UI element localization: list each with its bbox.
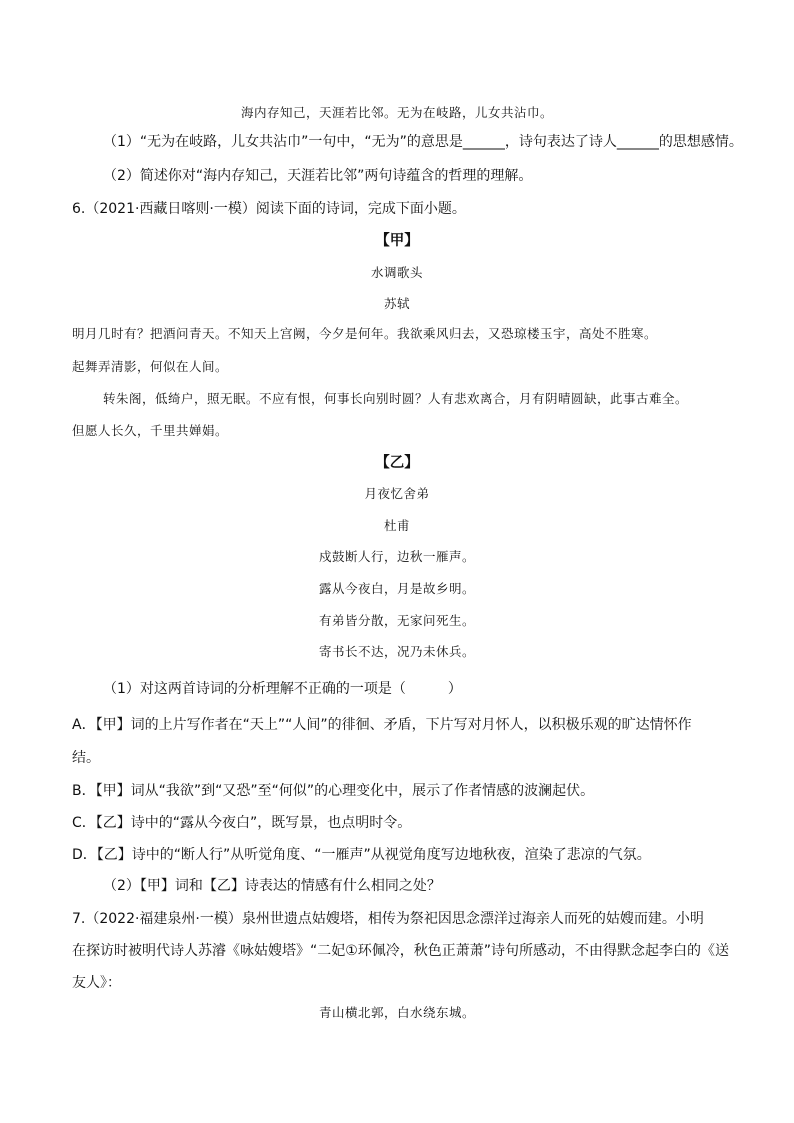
- question-7-cont: 在探访时被明代诗人苏濬《咏姑嫂塔》“二妃①环佩冷，秋色正萧萧”诗句所感动，不由得默念起李白的《送: [72, 943, 730, 959]
- poem-yi-line: 露从今夜白，月是故乡明。: [318, 581, 475, 596]
- question-6-2: （2）【甲】词和【乙】诗表达的情感有什么相同之处？: [103, 878, 441, 894]
- poem-yi-author: 杜甫: [383, 518, 410, 533]
- poem-line: 海内存知己，天涯若比邻。无为在岐路，儿女共沾巾。: [240, 105, 553, 120]
- poem-jia-line: 但愿人长久，千里共婵娟。: [72, 423, 229, 438]
- question-6-intro: 6.（2021·西藏日喀则·一模）阅读下面的诗词，完成下面小题。: [72, 201, 466, 217]
- option-a: A．【甲】词的上片写作者在“天上”“人间”的徘徊、矛盾，下片写对月怀人，以积极乐观的旷达情怀作: [72, 717, 692, 733]
- poem-yi-line: 戍鼓断人行，边秋一雁声。: [318, 549, 475, 564]
- question-7: 7.（2022·福建泉州·一模）泉州世遗点姑嫂塔，相传为祭祀因思念漂洋过海亲人而死的姑嫂而建。小明: [72, 911, 704, 927]
- question-6-1: （1）对这两首诗词的分析理解不正确的一项是（ ）: [103, 681, 462, 697]
- question-7-cont: 友人》：: [72, 975, 121, 991]
- poem-jia-heading: 【甲】: [375, 233, 419, 249]
- poem-yi-line: 有弟皆分散，无家问死生。: [318, 613, 475, 628]
- poem-jia-line: 转朱阁，低绮户，照无眠。不应有恨，何事长向别时圆？人有悲欢离合，月有阴晴圆缺，此事古难全。: [103, 391, 689, 406]
- poem-jia-author: 苏轼: [383, 296, 410, 311]
- question-5-2: （2）简述你对“海内存知己，天涯若比邻”两句诗蕴含的哲理的理解。: [103, 168, 533, 184]
- poem-jia-title: 水调歌头: [370, 265, 423, 280]
- poem-yi-line: 寄书长不达，况乃未休兵。: [318, 644, 475, 659]
- poem-jia-line: 起舞弄清影，何似在人间。: [72, 359, 229, 374]
- poem-yi-heading: 【乙】: [375, 455, 419, 471]
- option-d: D．【乙】诗中的“断人行”从听觉角度、“一雁声”从视觉角度写边地秋夜，渲染了悲凉的气氛。: [72, 847, 651, 863]
- poem-jia-line: 明月几时有？把酒问青天。不知天上宫阙，今夕是何年。我欲乘风归去，又恐琼楼玉宇，高处不胜寒。: [72, 326, 658, 341]
- poem-line: 青山横北郭，白水绕东城。: [318, 1005, 475, 1020]
- poem-yi-title: 月夜忆舍弟: [364, 486, 430, 501]
- question-5-1: （1）“无为在岐路，儿女共沾巾”一句中，“无为”的意思是______，诗句表达了诗人______的思想感情。: [103, 134, 743, 150]
- option-b: B．【甲】词从“我欲”到“又恐”至“何似”的心理变化中，展示了作者情感的波澜起伏。: [72, 783, 595, 799]
- option-c: C．【乙】诗中的“露从今夜白”，既写景，也点明时令。: [72, 815, 412, 831]
- option-a-cont: 结。: [72, 750, 100, 766]
